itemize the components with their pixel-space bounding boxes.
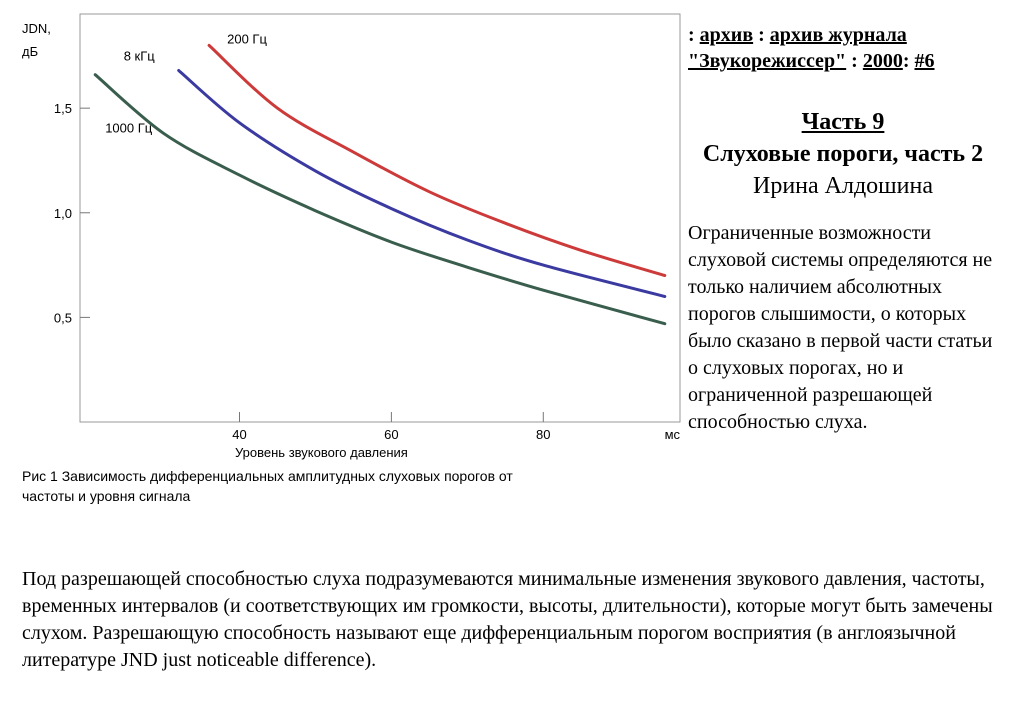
series-line-1 [209,45,665,275]
breadcrumb-sep: : [688,24,700,46]
series-label: 200 Гц [227,31,267,47]
y-tick-label: 1,0 [53,205,72,221]
y-tick-label: 0,5 [53,310,72,326]
breadcrumb-link-year[interactable]: 2000 [862,50,903,72]
x-tick-label: 40 [232,427,247,442]
x-axis-label: Уровень звукового давления [235,445,408,460]
article-title: Слуховые пороги, часть 2 [702,141,984,167]
series-label: 1000 Гц [105,120,153,136]
breadcrumb-sep: : [753,24,770,46]
breadcrumb-sep: : [846,50,863,72]
y-axis-unit-label: дБ [22,44,39,59]
author-name: Ирина Алдошина [752,173,933,199]
figure-caption [22,466,662,506]
caption-line-1: Рис 1 Зависимость дифференциальных амплитудных слуховых порогов от [22,468,513,484]
y-axis-unit-label: JDN, [22,21,51,36]
line-chart [0,0,690,470]
breadcrumb-link-journal-archive[interactable]: архив журнала "Звукорежиссер" [688,24,907,72]
breadcrumb-link-archive[interactable]: архив [699,24,754,46]
breadcrumb [688,22,998,74]
series-label: 8 кГц [123,48,155,64]
article-header [688,22,998,436]
caption-line-2: частоты и уровня сигнала [22,488,191,504]
part-title: Часть 9 [801,109,885,135]
y-tick-label: 1,5 [53,101,72,117]
series-line-3 [95,75,665,324]
breadcrumb-link-issue[interactable]: #6 [914,50,935,72]
series-line-2 [179,71,665,297]
x-tick-label: 80 [536,427,551,442]
x-axis-unit-label: мс [664,427,680,442]
body-paragraph: Под разрешающей способностью слуха подразумеваются минимальные изменения звукового давления, частоты, временных интервалов (и соответствующих им громкости, высоты, длительности), которые могут быть замечены слухом. Разрешающую способность называют еще дифференциальным порогом восприятия (в англоязычной литературе JND just noticeable difference). [22,568,993,671]
breadcrumb-sep: : [902,50,915,72]
intro-paragraph: Ограниченные возможности слуховой системы определяются не только наличием абсолютных порогов слышимости, о которых было сказано в первой части статьи о слуховых порогах, но и ограниченной разрешающей способностью слуха. [688,222,993,433]
chart-figure [0,0,690,520]
x-tick-label: 60 [384,427,399,442]
plot-frame [80,14,680,422]
article-heading [688,106,998,202]
